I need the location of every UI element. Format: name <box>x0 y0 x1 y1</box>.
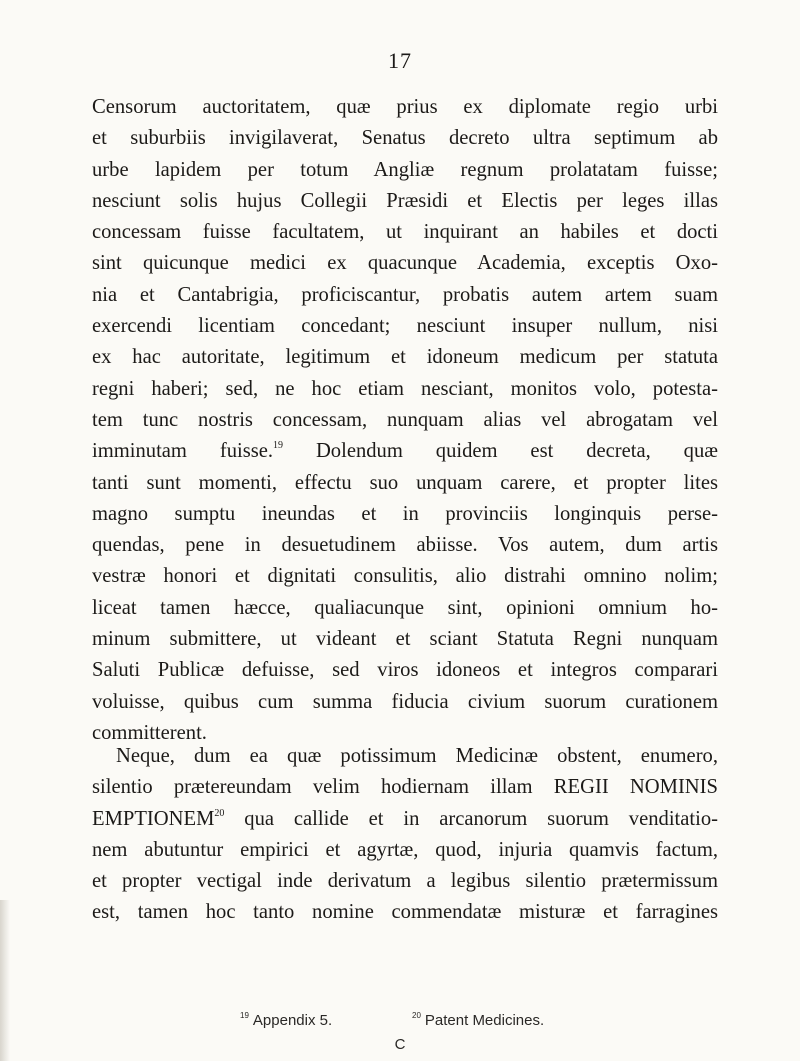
footnote-text: Appendix 5. <box>252 1012 333 1029</box>
text-line: Censorum auctoritatem, quæ prius ex diplomate regio urbi <box>92 96 718 118</box>
footnote-mark: 20 <box>412 1011 421 1020</box>
text-line: urbe lapidem per totum Angliæ regnum prolatatam fuisse; <box>92 158 718 181</box>
text-line: minum submittere, ut videant et sciant Statuta Regni nunquam <box>92 628 718 651</box>
text-line: vestræ honori et dignitati consulitis, alio distrahi omnino nolim; <box>92 565 718 588</box>
footnote-19 <box>240 1012 332 1029</box>
text-line: concessam fuisse facultatem, ut inquirant an habiles et docti <box>92 221 718 244</box>
text-line: exercendi licentiam concedant; nesciunt insuper nullum, nisi <box>92 315 718 338</box>
text-line: et propter vectigal inde derivatum a legibus silentio prætermissum <box>92 870 718 893</box>
signature-mark: C <box>394 1036 406 1053</box>
text-line: est, tamen hoc tanto nomine commendatæ misturæ et farragines <box>92 901 718 924</box>
text-line: regni haberi; sed, ne hoc etiam nesciant, monitos volo, potesta- <box>92 377 718 400</box>
text-line: sint quicunque medici ex quacunque Academia, exceptis Oxo- <box>92 252 718 275</box>
text-line: nem abutuntur empirici et agyrtæ, quod, injuria quamvis factum, <box>92 838 718 861</box>
text-line: tem tunc nostris concessam, nunquam alias vel abrogatam vel <box>92 408 718 431</box>
paragraph-1 <box>92 92 718 749</box>
text-line: tanti sunt momenti, effectu suo unquam carere, et propter lites <box>92 471 718 494</box>
text-line: et suburbiis invigilaverat, Senatus decreto ultra septimum ab <box>92 127 718 150</box>
footnote-reference: 20 <box>214 807 225 819</box>
paragraph-2 <box>92 741 718 929</box>
line-text: imminutam fuisse. <box>92 440 274 463</box>
footnote-text: Patent Medicines. <box>424 1012 545 1029</box>
text-line: nia et Cantabrigia, proficiscantur, probatis autem artem suam <box>92 283 718 306</box>
line-text: EMPTIONEM <box>92 807 215 830</box>
footnote-mark: 19 <box>240 1011 249 1020</box>
text-line: Neque, dum ea quæ potissimum Medicinæ obstent, enumero, <box>116 745 718 767</box>
text-line: nesciunt solis hujus Collegii Præsidi et Electis per leges illas <box>92 189 718 212</box>
text-line: silentio prætereundam velim hodiernam illam REGII NOMINIS <box>92 776 718 799</box>
text-line <box>92 804 718 835</box>
footnote-20 <box>412 1012 544 1029</box>
text-line: ex hac autoritate, legitimum et idoneum medicum per statuta <box>92 346 718 369</box>
line-text: qua callide et in arcanorum suorum venditatio- <box>224 807 718 830</box>
text-line: voluisse, quibus cum summa fiducia civium suorum curationem <box>92 690 718 713</box>
text-line: liceat tamen hæcce, qualiacunque sint, opinioni omnium ho- <box>92 596 718 619</box>
text-line: quendas, pene in desuetudinem abiisse. Vos autem, dum artis <box>92 534 718 557</box>
page-number: 17 <box>388 48 412 73</box>
text-line: magno sumptu ineundas et in provinciis longinquis perse- <box>92 502 718 525</box>
text-line: Saluti Publicæ defuisse, sed viros idoneos et integros comparari <box>92 659 718 682</box>
footnote-reference: 19 <box>273 440 284 452</box>
text-line: committerent. <box>92 721 207 744</box>
line-text: Dolendum quidem est decreta, quæ <box>283 440 718 463</box>
text-line <box>92 436 718 467</box>
